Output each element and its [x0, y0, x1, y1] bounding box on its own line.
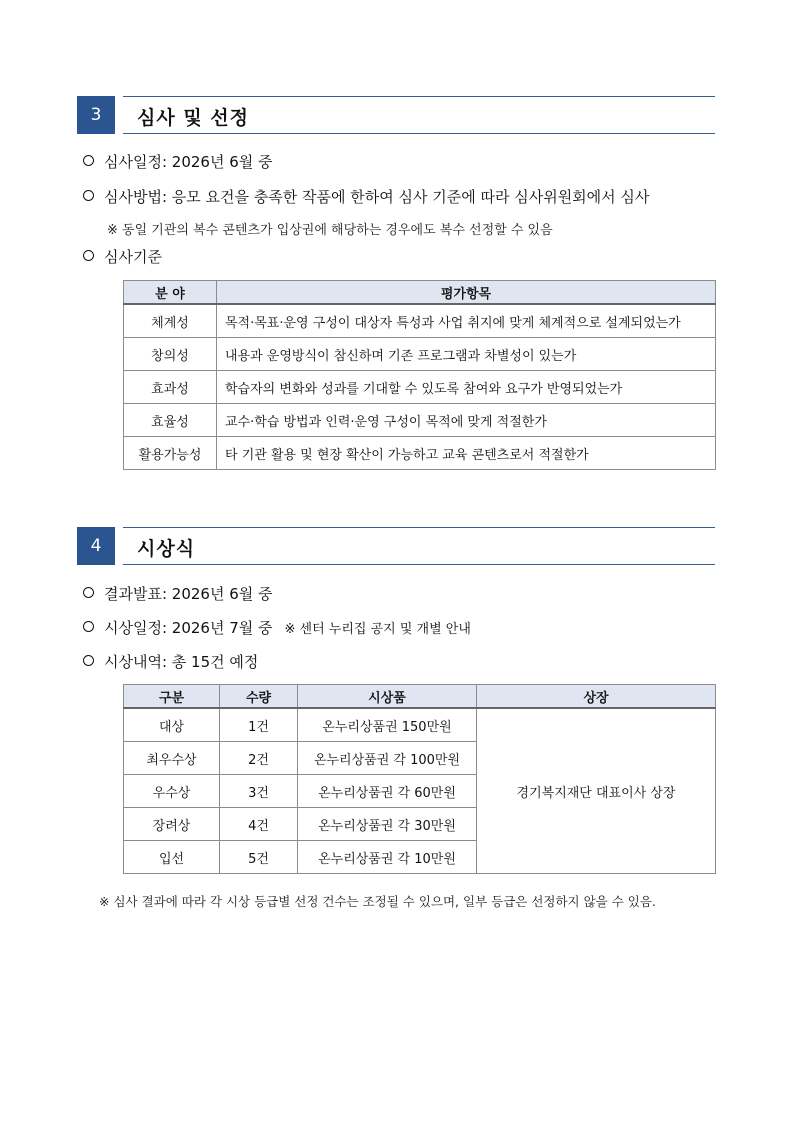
bullet-details — [83, 651, 258, 672]
table-header: 시상품 — [298, 685, 477, 709]
table-header: 분 야 — [124, 281, 217, 305]
table-row — [124, 338, 716, 371]
table-row — [124, 371, 716, 404]
table-row — [124, 304, 716, 338]
table-cell: 목적·목표·운영 구성이 대상자 특성과 사업 취지에 맞게 체계적으로 설계되었는가 — [217, 304, 716, 338]
method-note: ※ 동일 기관의 복수 콘텐츠가 입상권에 해당하는 경우에도 복수 선정할 수 있음 — [107, 223, 553, 238]
table-cell: 활용가능성 — [124, 437, 217, 470]
table-header-row — [124, 281, 716, 305]
criteria-table — [123, 280, 716, 470]
section-4-header — [77, 527, 715, 565]
circle-bullet-icon — [83, 155, 94, 166]
table-cell: 학습자의 변화와 성과를 기대할 수 있도록 참여와 요구가 반영되었는가 — [217, 371, 716, 404]
table-cell: 교수·학습 방법과 인력·운영 구성이 목적에 맞게 적절한가 — [217, 404, 716, 437]
table-cell: 5건 — [220, 841, 298, 874]
table-cell: 체계성 — [124, 304, 217, 338]
table-cell: 1건 — [220, 708, 298, 742]
table-header: 수량 — [220, 685, 298, 709]
section-title-bar — [123, 527, 715, 565]
table-cell: 대상 — [124, 708, 220, 742]
circle-bullet-icon — [83, 587, 94, 598]
section-number: 3 — [77, 96, 115, 134]
table-cell: 4건 — [220, 808, 298, 841]
bullet-announce — [83, 583, 273, 604]
table-cell: 온누리상품권 150만원 — [298, 708, 477, 742]
circle-bullet-icon — [83, 621, 94, 632]
table-cell: 효율성 — [124, 404, 217, 437]
table-header: 상장 — [477, 685, 716, 709]
table-header-row — [124, 685, 716, 709]
table-cell: 창의성 — [124, 338, 217, 371]
table-header: 구분 — [124, 685, 220, 709]
awards-footnote: ※ 심사 결과에 따라 각 시상 등급별 선정 건수는 조정될 수 있으며, 일부 등급은 선정하지 않을 수 있음. — [99, 894, 656, 909]
table-cell: 우수상 — [124, 775, 220, 808]
section-title: 시상식 — [137, 538, 196, 560]
section-3-header — [77, 96, 715, 134]
table-cell: 타 기관 활용 및 현장 확산이 가능하고 교육 콘텐츠로서 적절한가 — [217, 437, 716, 470]
circle-bullet-icon — [83, 190, 94, 201]
table-cell: 온누리상품권 각 100만원 — [298, 742, 477, 775]
table-cell: 온누리상품권 각 10만원 — [298, 841, 477, 874]
section-title: 심사 및 선정 — [137, 107, 249, 129]
circle-bullet-icon — [83, 250, 94, 261]
table-cell: 2건 — [220, 742, 298, 775]
bullet-schedule — [83, 151, 273, 172]
table-cell: 내용과 운영방식이 참신하며 기존 프로그램과 차별성이 있는가 — [217, 338, 716, 371]
table-row — [124, 404, 716, 437]
section-number: 4 — [77, 527, 115, 565]
table-cell: 온누리상품권 각 30만원 — [298, 808, 477, 841]
bullet-text: 심사방법: 응모 요건을 충족한 작품에 한하여 심사 기준에 따라 심사위원회에서 심사 — [104, 188, 650, 206]
certificate-cell: 경기복지재단 대표이사 상장 — [477, 708, 716, 874]
bullet-text: 심사기준 — [104, 248, 162, 266]
bullet-text: 시상내역: 총 15건 예정 — [104, 653, 259, 671]
ceremony-note: ※ 센터 누리집 공지 및 개별 안내 — [284, 622, 471, 637]
table-cell: 효과성 — [124, 371, 217, 404]
table-cell: 3건 — [220, 775, 298, 808]
awards-table — [123, 684, 716, 874]
bullet-ceremony — [83, 617, 471, 638]
table-header: 평가항목 — [217, 281, 716, 305]
bullet-text: 심사일정: 2026년 6월 중 — [104, 153, 273, 171]
circle-bullet-icon — [83, 655, 94, 666]
bullet-text: 시상일정: 2026년 7월 중 — [104, 619, 273, 637]
table-cell: 최우수상 — [124, 742, 220, 775]
table-row — [124, 437, 716, 470]
table-cell: 입선 — [124, 841, 220, 874]
bullet-text: 결과발표: 2026년 6월 중 — [104, 585, 273, 603]
bullet-criteria — [83, 246, 162, 267]
table-cell: 장려상 — [124, 808, 220, 841]
table-cell: 온누리상품권 각 60만원 — [298, 775, 477, 808]
section-title-bar — [123, 96, 715, 134]
bullet-method — [83, 186, 649, 207]
table-row — [124, 708, 716, 742]
